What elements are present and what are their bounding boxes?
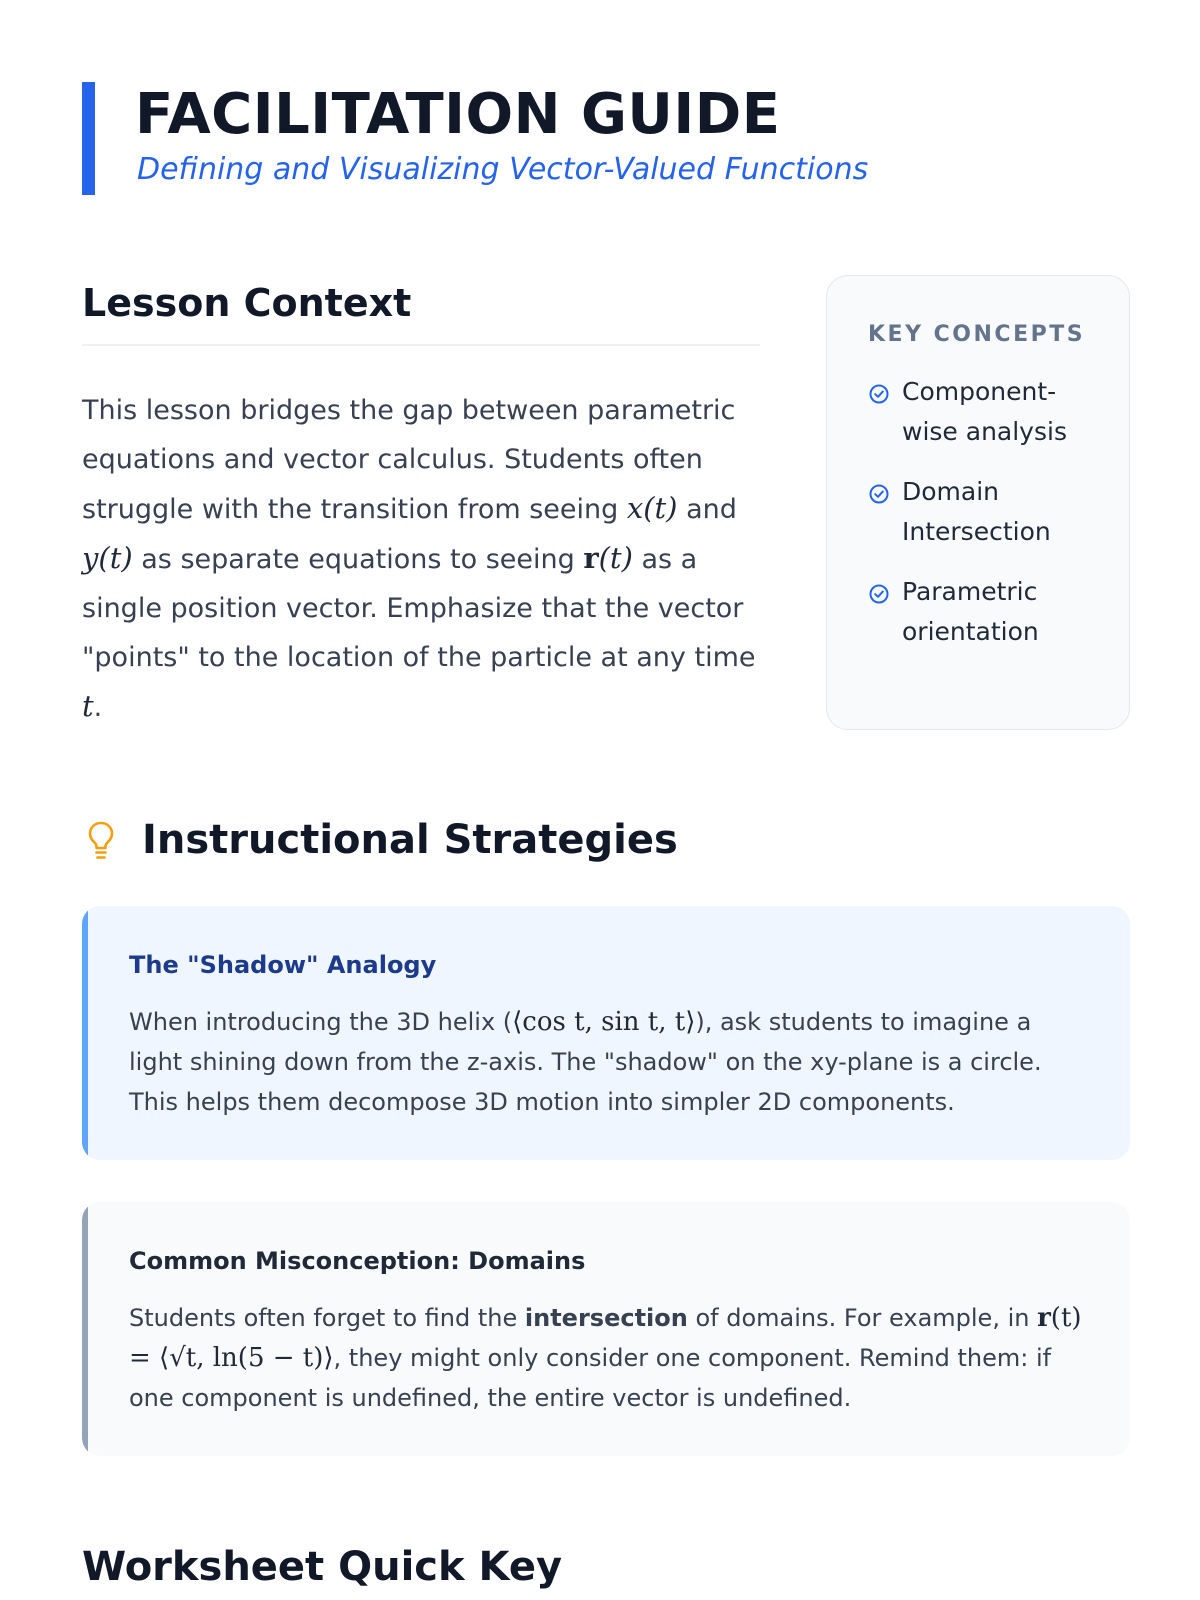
lesson-text-4: as a single position vector. Emphasize that the vector "points" to the location of the particle at any time	[82, 544, 756, 673]
check-circle-icon	[868, 483, 890, 505]
key-concepts-title: KEY CONCEPTS	[868, 322, 1086, 347]
lightbulb-icon	[86, 820, 116, 862]
math-x-of-t: x(t)	[626, 491, 678, 525]
strategy-text-part: , they might only consider one component. Remind them: if one component is undefined, the entire vector is undefined.	[129, 1344, 1052, 1412]
strategy-text-bold: intersection	[524, 1304, 688, 1332]
math-y-of-t: y(t)	[82, 541, 133, 575]
check-circle-icon	[868, 383, 890, 405]
concept-label: Parametric orientation	[902, 577, 1039, 646]
strategies-heading: Instructional Strategies	[142, 817, 678, 863]
card-accent-border	[82, 1202, 88, 1456]
card-accent-border	[82, 906, 88, 1160]
lesson-text-1: This lesson bridges the gap between parametric equations and vector calculus. Students often struggle with the transition from seeing	[82, 395, 736, 525]
strategy-card-shadow-analogy	[82, 906, 1130, 1160]
page-title: FACILITATION GUIDE	[135, 82, 781, 147]
strategy-text-part: of domains. For example, in	[687, 1304, 1038, 1332]
section-divider	[82, 344, 760, 346]
math-domain-example: (t) = ⟨√t, ln(5 − t)⟩	[129, 1303, 1082, 1373]
lesson-text-3: as separate equations to seeing	[132, 544, 584, 575]
lesson-text-2: and	[677, 494, 737, 525]
strategy-text	[129, 1298, 1089, 1418]
strategy-title: Common Misconception: Domains	[129, 1247, 586, 1275]
math-r-arg: (t)	[598, 541, 633, 575]
math-helix: ⟨cos t, sin t, t⟩	[512, 1007, 696, 1037]
lesson-context-body	[82, 386, 772, 732]
math-r-bold: r	[583, 541, 599, 575]
math-r-bold: r	[1037, 1303, 1051, 1333]
lesson-text-5: .	[93, 692, 103, 723]
check-circle-icon	[868, 583, 890, 605]
strategy-text	[129, 1002, 1089, 1122]
concept-label: Component-wise analysis	[902, 377, 1067, 446]
strategy-text-part: Students often forget to find the	[129, 1304, 525, 1332]
lesson-context-heading: Lesson Context	[82, 281, 412, 325]
strategy-title: The "Shadow" Analogy	[129, 951, 437, 979]
strategy-card-domains	[82, 1202, 1130, 1456]
worksheet-heading: Worksheet Quick Key	[82, 1544, 563, 1590]
key-concepts-card	[826, 275, 1130, 730]
math-t: t	[82, 689, 94, 723]
strategy-text-part: When introducing the 3D helix (	[129, 1008, 513, 1036]
page-subtitle: Defining and Visualizing Vector-Valued Functions	[137, 152, 869, 187]
concept-label: Domain Intersection	[902, 477, 1051, 546]
header-accent-bar	[82, 82, 95, 195]
strategy-text-part: ), ask students to imagine a light shining down from the z-axis. The "shadow" on the xy-plane is a circle. This helps them decompose 3D motion into simpler 2D components.	[129, 1008, 1042, 1116]
